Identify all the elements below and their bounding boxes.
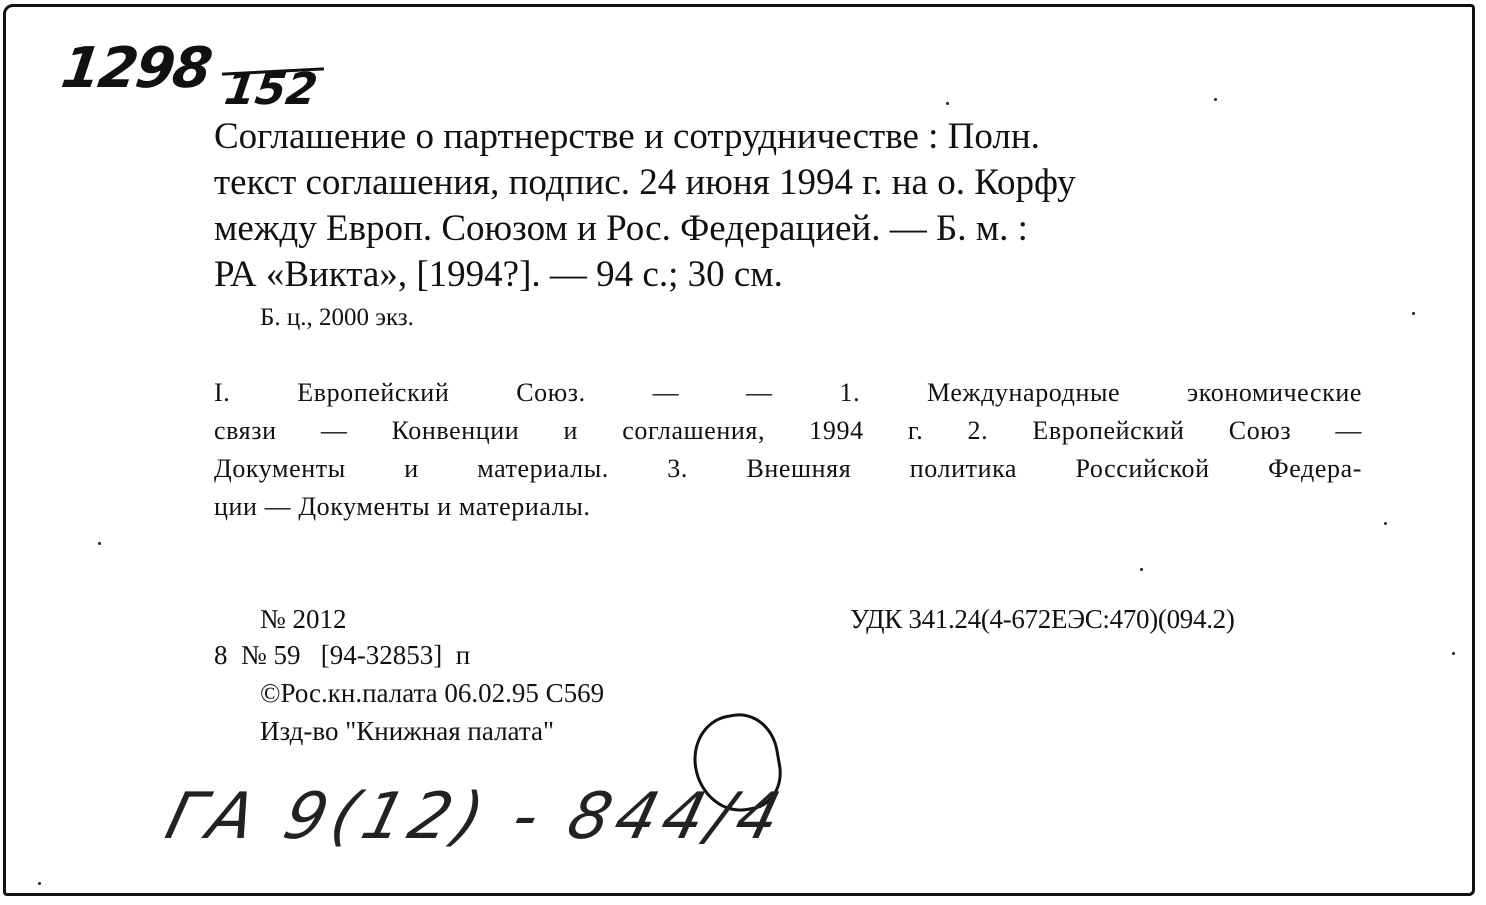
title-line: текст соглашения, подпис. 24 июня 1994 г. на о. Корфу [214, 162, 1076, 203]
udk-code: УДК 341.24(4-672ЕЭС:470)(094.2) [850, 604, 1235, 634]
title-line: между Европ. Союзом и Рос. Федерацией. — Б. м. : [214, 208, 1028, 249]
subject-line: I. Европейский Союз. — — 1. Международные экономические [214, 378, 1362, 407]
print-speck [1412, 312, 1415, 315]
print-speck [38, 882, 41, 885]
print-info: Б. ц., 2000 экз. [260, 304, 414, 331]
publisher-line: Изд-во "Книжная палата" [260, 716, 554, 746]
print-speck [1384, 522, 1387, 525]
subject-line: Документы и материалы. 3. Внешняя политика Российской Федера- [214, 454, 1362, 483]
shelf-mark: 1298 [57, 36, 215, 101]
subject-line: связи — Конвенции и соглашения, 1994 г. 2. Европейский Союз — [214, 416, 1362, 445]
subject-line: ции — Документы и материалы. [214, 492, 591, 521]
subject-headings [214, 374, 1362, 526]
inventory-number: ГА 9(12) - 844/4 [158, 780, 794, 854]
entry-number: № 2012 [260, 604, 347, 634]
title-line: РА «Викта», [1994?]. — 94 с.; 30 см. [214, 254, 783, 295]
print-speck [98, 542, 101, 545]
title-line: Соглашение о партнерстве и сотрудничестве : Полн. [214, 116, 1040, 157]
print-speck [946, 102, 949, 105]
print-speck [1140, 568, 1143, 571]
copyright-line: ©Рос.кн.палата 06.02.95 С569 [260, 678, 605, 708]
print-speck [1452, 652, 1455, 655]
register-line: 8 № 59 [94-32853] п [214, 640, 471, 670]
bibliographic-title [214, 114, 1362, 298]
shelf-mark-sub: 152 [221, 64, 321, 115]
print-speck [1214, 98, 1217, 101]
